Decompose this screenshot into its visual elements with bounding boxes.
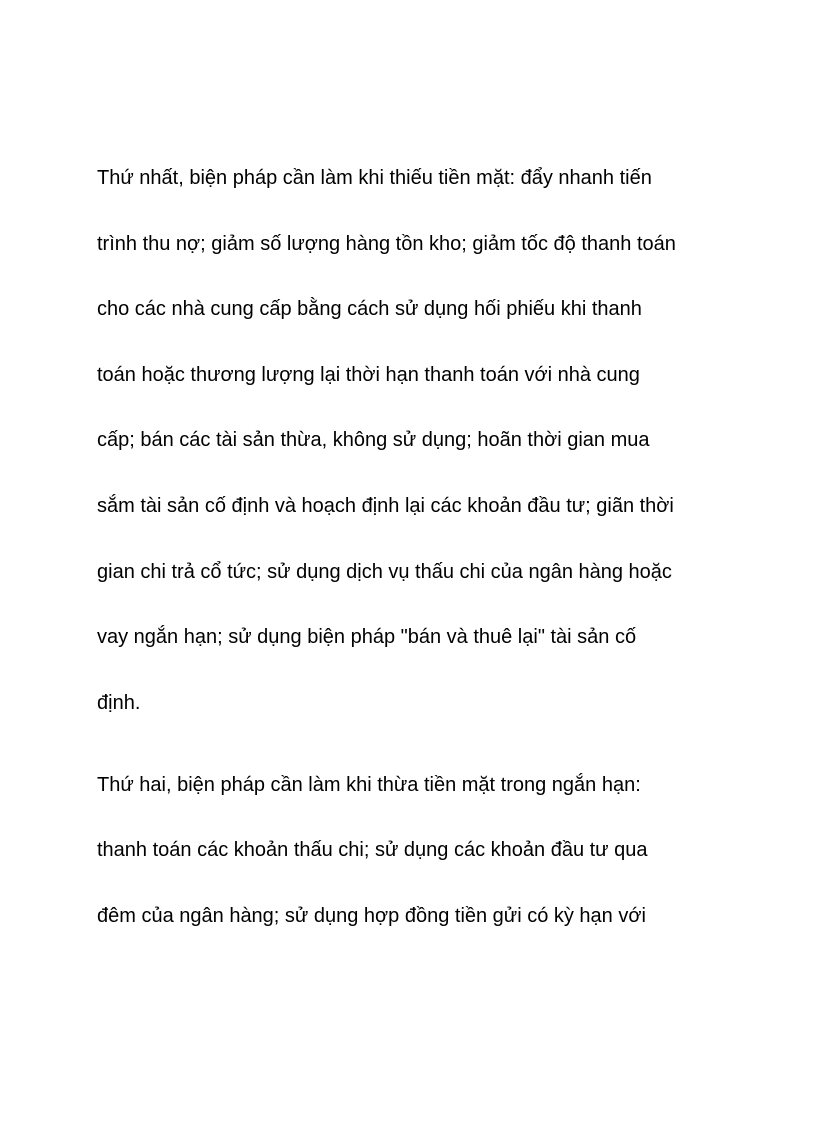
text-line: đêm của ngân hàng; sử dụng hợp đồng tiền gửi có kỳ hạn với xyxy=(97,904,646,927)
text-line: cho các nhà cung cấp bằng cách sử dụng hối phiếu khi thanh xyxy=(97,298,642,321)
text-line: toán hoặc thương lượng lại thời hạn thanh toán với nhà cung xyxy=(97,363,640,386)
text-line: thanh toán các khoản thấu chi; sử dụng các khoản đầu tư qua xyxy=(97,839,648,862)
document-body xyxy=(97,162,737,966)
text-line: gian chi trả cổ tức; sử dụng dịch vụ thấu chi của ngân hàng hoặc xyxy=(97,560,672,583)
text-line: Thứ hai, biện pháp cần làm khi thừa tiền mặt trong ngắn hạn: xyxy=(97,773,641,796)
paragraph-cash-shortage xyxy=(97,162,737,719)
text-line: cấp; bán các tài sản thừa, không sử dụng; hoãn thời gian mua xyxy=(97,429,650,452)
text-line: định. xyxy=(97,691,141,714)
paragraph-cash-surplus xyxy=(97,769,737,932)
text-line: vay ngắn hạn; sử dụng biện pháp "bán và thuê lại" tài sản cố xyxy=(97,626,637,649)
text-line: sắm tài sản cố định và hoạch định lại các khoản đầu tư; giãn thời xyxy=(97,494,674,517)
text-line: Thứ nhất, biện pháp cần làm khi thiếu tiền mặt: đẩy nhanh tiến xyxy=(97,167,652,189)
text-line: trình thu nợ; giảm số lượng hàng tồn kho; giảm tốc độ thanh toán xyxy=(97,232,676,255)
